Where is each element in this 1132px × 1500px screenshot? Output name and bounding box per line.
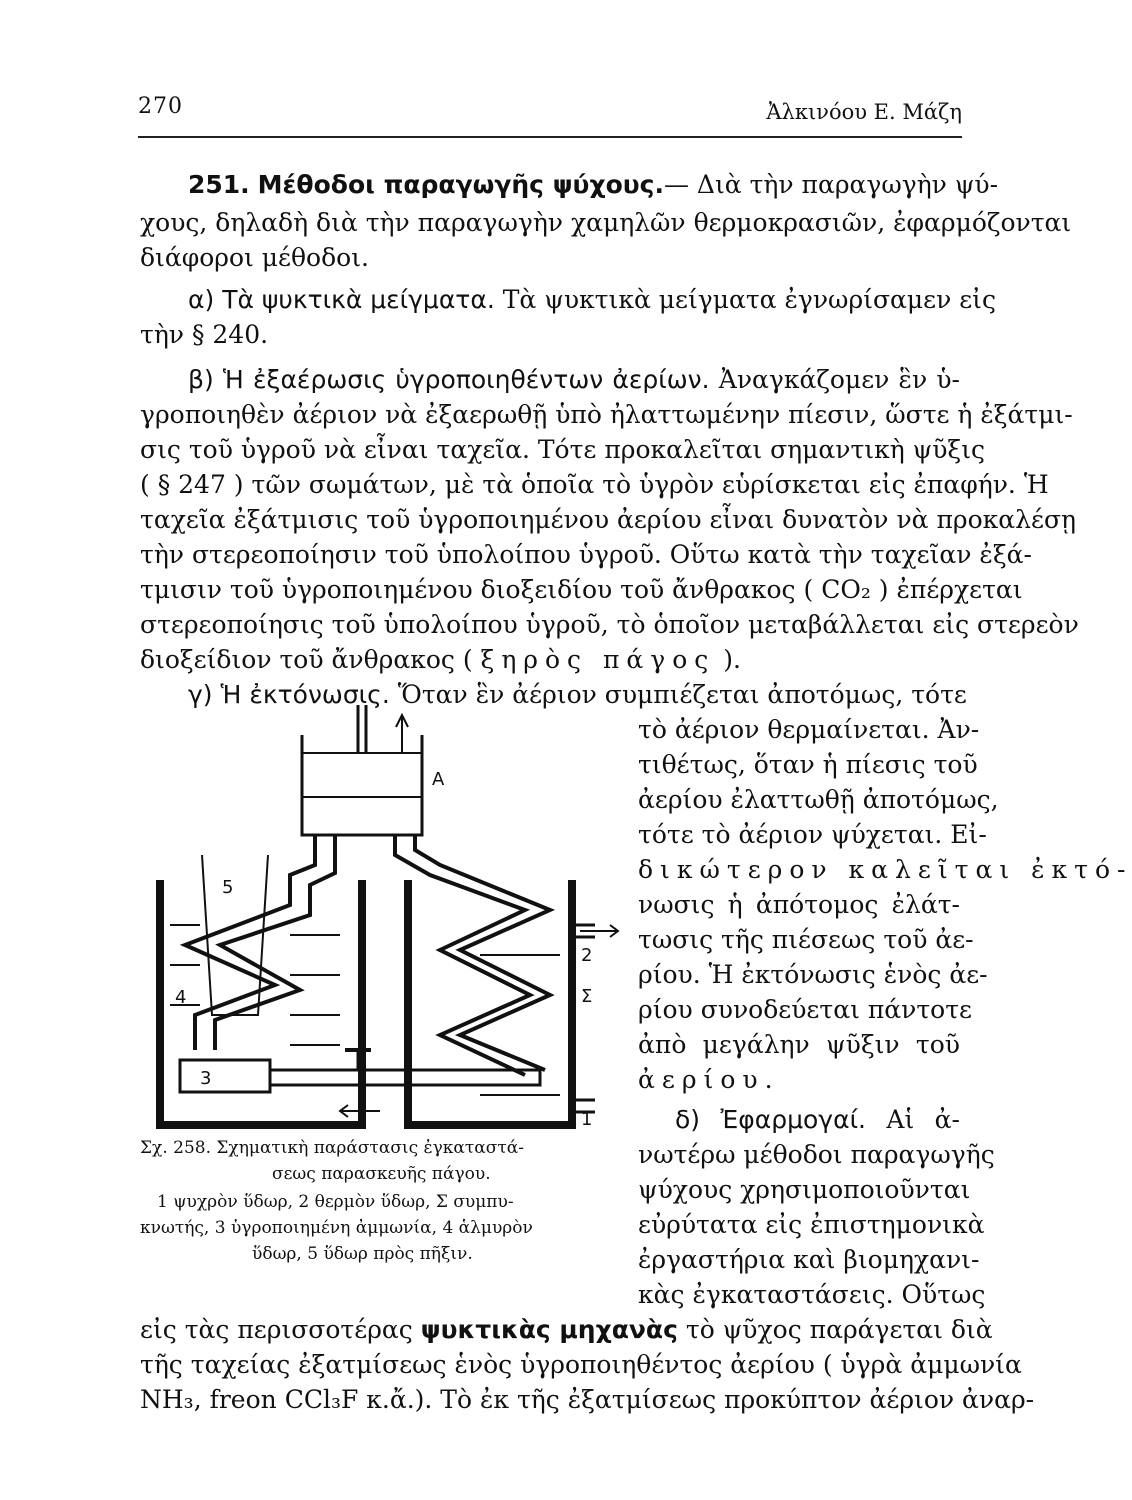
column-line: ἀερίου ἐλαττωθῇ ἀποτόμως, xyxy=(638,785,999,814)
column-line: τὸ ἀέριον θερμαίνεται. Ἀν- xyxy=(638,715,980,744)
evaporator-coil xyxy=(215,835,335,1050)
column-line: τιθέτως, ὅταν ἡ πίεσις τοῦ xyxy=(638,750,978,779)
figure-legend: κνωτής, 3 ὑγροποιημένη ἀμμωνία, 4 ἁλμυρὸν xyxy=(140,1218,533,1238)
paragraph-line: γροποιηθὲν ἀέριον νὰ ἐξαερωθῇ ὑπὸ ἠλαττωμένην πίεσιν, ὥστε ἡ ἐξάτμι- xyxy=(140,400,1073,429)
compressor-cylinder xyxy=(302,735,422,835)
figure-caption: σεως παρασκευῆς πάγου. xyxy=(272,1164,491,1184)
column-line: εὐρύτατα εἰς ἐπιστημονικὰ xyxy=(638,1210,985,1239)
column-line: κὰς ἐγκαταστάσεις. Οὕτως xyxy=(638,1280,986,1309)
label-1: 1 xyxy=(581,1109,593,1130)
paragraph-line-last xyxy=(140,645,960,674)
page-number: 270 xyxy=(138,94,183,119)
delta-text-post: τὸ ψῦχος παράγεται διὰ xyxy=(685,1315,993,1344)
ammonia-tank xyxy=(180,1060,270,1092)
beta-marker: β) xyxy=(188,365,214,394)
column-line: νωτέρω μέθοδοι παραγωγῆς xyxy=(638,1140,995,1169)
paragraph-line: τὴν § 240. xyxy=(140,320,269,349)
figure-legend: ὕδωρ, 5 ὕδωρ πρὸς πῆξιν. xyxy=(252,1244,473,1264)
paragraph-line: ταχεῖα ἐξάτμισις τοῦ ὑγροποιημένου ἀερίου εἶναι δυνατὸν νὰ προκαλέσῃ xyxy=(140,505,1076,534)
delta-heading: Ἐφαρμογαί. xyxy=(720,1105,866,1134)
column-line: ἀπὸ μεγάλην ψῦξιν τοῦ xyxy=(638,1030,960,1059)
section-title: Μέθοδοι παραγωγῆς ψύχους. xyxy=(257,170,664,199)
label-3: 3 xyxy=(200,1068,212,1089)
paragraph-line: τὴν στερεοποίησιν τοῦ ὑπολοίπου ὑγροῦ. Οὕτω κατὰ τὴν ταχεῖαν ἐξά- xyxy=(140,540,1032,569)
delta-text: Αἱ ἀ- xyxy=(886,1105,961,1134)
paragraph-line: ( § 247 ) τῶν σωμάτων, μὲ τὰ ὁποῖα τὸ ὑγρὸν εὑρίσκεται εἰς ἐπαφήν. Ἡ xyxy=(140,470,1049,499)
column-line: ἀερίου. xyxy=(638,1065,780,1094)
delta-marker: δ) xyxy=(675,1105,701,1134)
figure-caption: Σχ. 258. Σχηματικὴ παράστασις ἐγκαταστά- xyxy=(140,1138,525,1158)
column-line: τότε τὸ ἀέριον ψύχεται. Εἰ- xyxy=(638,820,987,849)
beta-line xyxy=(188,365,960,394)
delta-text-pre: εἰς τὰς περισσοτέρας xyxy=(140,1315,413,1344)
label-A: A xyxy=(432,769,445,790)
column-line: ρίου συνοδεύεται πάντοτε xyxy=(638,995,972,1024)
column-line: ψύχους χρησιμοποιοῦνται xyxy=(638,1175,971,1204)
column-line: τωσις τῆς πιέσεως τοῦ ἀε- xyxy=(638,925,974,954)
alpha-text: Τὰ ψυκτικὰ μείγματα ἐγνωρίσαμεν εἰς xyxy=(502,285,996,314)
column-line: νωσις ἡ ἀπότομος ἐλάτ- xyxy=(638,890,960,919)
beta-spaced-term: ξηρὸς πάγος xyxy=(480,645,716,674)
alpha-line xyxy=(188,285,996,314)
section-number: 251. xyxy=(188,170,250,199)
piston xyxy=(302,753,422,797)
paragraph-line: διάφοροι μέθοδοι. xyxy=(140,243,369,272)
paragraph-line: NH₃, freon CCl₃F κ.ἄ.). Τὸ ἐκ τῆς ἐξατμίσεως προκύπτον ἀέριον ἀναρ- xyxy=(140,1385,1035,1414)
label-5: 5 xyxy=(222,877,234,898)
diagram-svg xyxy=(140,705,620,1135)
beta-text: Ἀναγκάζομεν ἓν ὑ- xyxy=(718,365,961,394)
figure-legend: 1 ψυχρὸν ὕδωρ, 2 θερμὸν ὕδωρ, Σ συμπυ- xyxy=(157,1192,514,1212)
section-text: — Διὰ τὴν παραγωγὴν ψύ- xyxy=(663,170,999,199)
running-header-author: Ἀλκινόου Ε. Μάζη xyxy=(766,100,962,124)
header-rule xyxy=(138,136,962,138)
label-sigma: Σ xyxy=(581,986,593,1007)
delta-bold-term: ψυκτικὰς μηχανὰς xyxy=(420,1315,678,1344)
delta-line xyxy=(675,1105,960,1134)
right-tank-wall xyxy=(408,880,572,1125)
gamma-text: Ὅταν ἓν ἀέριον συμπιέζεται ἀποτόμως, τότε xyxy=(397,680,967,709)
paragraph-line: τῆς ταχείας ἐξατμίσεως ἑνὸς ὑγροποιηθέντος ἀερίου ( ὑγρὰ ἀμμωνία xyxy=(140,1350,1022,1379)
paragraph-line: χους, δηλαδὴ διὰ τὴν παραγωγὴν χαμηλῶν θερμοκρασιῶν, ἐφαρμόζονται xyxy=(140,208,1072,237)
condenser-coil xyxy=(415,835,550,1070)
column-line: ρίου. Ἡ ἐκτόνωσις ἑνὸς ἀε- xyxy=(638,960,988,989)
paragraph-line: στερεοποίησις τοῦ ὑπολοίπου ὑγροῦ, τὸ ὁποῖον μεταβάλλεται εἰς στερεὸν xyxy=(140,610,1079,639)
label-4: 4 xyxy=(175,987,187,1008)
column-line: ἐργαστήρια καὶ βιομηχανι- xyxy=(638,1245,980,1274)
alpha-heading: Τὰ ψυκτικὰ μείγματα. xyxy=(222,285,495,314)
beta-last-pre: διοξείδιον τοῦ ἄνθρακος ( xyxy=(140,645,473,674)
label-2: 2 xyxy=(581,945,593,966)
paragraph-line: τμισιν τοῦ ὑγροποιημένου διοξειδίου τοῦ ἄνθρακος ( CO₂ ) ἐπέρχεται xyxy=(140,575,1023,604)
beta-last-post: ). xyxy=(723,645,741,674)
gamma-heading: Ἡ ἐκτόνωσις. xyxy=(220,680,390,709)
section-title-line xyxy=(188,170,999,199)
column-line: δικώτερον καλεῖται ἐκτό- xyxy=(638,855,1132,884)
gamma-marker: γ) xyxy=(188,680,213,709)
ice-plant-diagram xyxy=(140,705,620,1135)
paragraph-line xyxy=(140,1315,993,1344)
beta-heading: Ἡ ἐξαέρωσις ὑγροποιηθέντων ἀερίων. xyxy=(222,365,710,394)
alpha-marker: α) xyxy=(188,285,215,314)
evaporator-coil xyxy=(185,835,315,1050)
paragraph-line: σις τοῦ ὑγροῦ νὰ εἶναι ταχεῖα. Τότε προκαλεῖται σημαντικὴ ψῦξις xyxy=(140,435,986,464)
